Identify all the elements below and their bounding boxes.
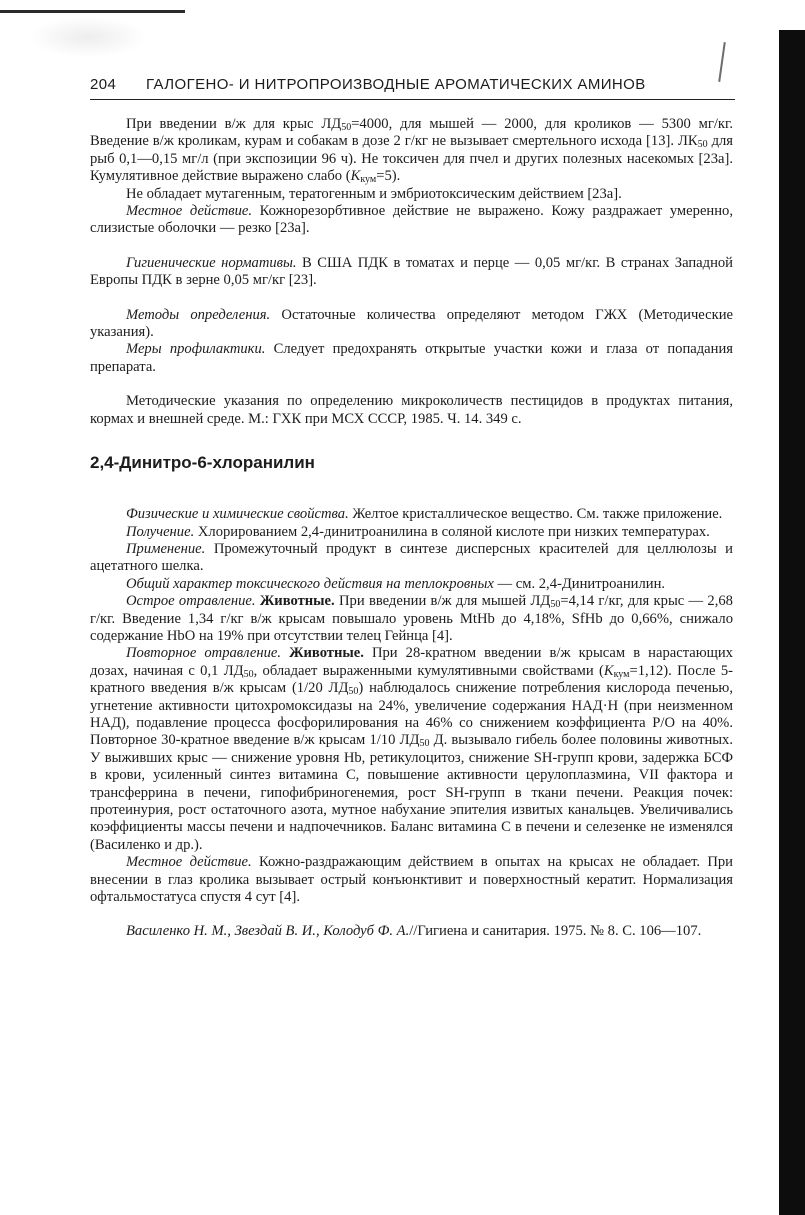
paragraph-acute-poisoning: Острое отравление. Животные. При введении в/ж для мышей $ЛД_{50}=4,14$ г/кг, для крыс — 2,68 г/кг. Введение 1,34 г/кг в/ж крысам повышало уровень MtHb до 4,18%, SfHb до 0,66%, снижало содержание HbO на 19% при отсутствии телец Гейнца [4]. <box>90 593 733 644</box>
paragraph-toxicity: При введении в/ж для крыс $ЛД_{50}=4000$, для мышей — 2000, для кроликов — 5300 мг/кг. Введение в/ж кроликам, курам и собакам в дозе 2 г/кг не вызывает смертельного исхода [13]. $ЛК_{50}$ для рыб 0,1—0,15 мг/л (при экспозиции 96 ч). Не токсичен для пчел и других полезных насекомых [23а]. Кумулятивное действие выражено слабо $(K_{кум}=5)$. <box>90 116 733 186</box>
scan-edge-right <box>779 30 805 1215</box>
header-rule <box>90 99 735 100</box>
scan-edge-top <box>0 10 185 13</box>
page-number: 204 <box>90 76 117 93</box>
paragraph-methods: Методы определения. Остаточные количества определяют методом ГЖХ (Методические указания). <box>90 306 733 341</box>
running-title: ГАЛОГЕНО- И НИТРОПРОИЗВОДНЫЕ АРОМАТИЧЕСКИХ АМИНОВ <box>146 76 646 93</box>
reference-citation: Василенко Н. М., Звездай В. И., Колодуб Ф. А.//Гигиена и санитария. 1975. № 8. С. 106—107. <box>126 923 702 940</box>
paragraph-local-action-2: Местное действие. Кожно-раздражающим действием в опытах на крысах не обладает. При внесении в глаз кролика вызывает острый конъюнктивит и поверхностный кератит. Нормализация офтальмостатуса спустя 4 сут [4]. <box>90 854 733 906</box>
paragraph-repeated-poisoning: Повторное отравление. Животные. При 28-кратном введении в/ж крысам в нарастающих дозах, начиная с 0,1 $ЛД_{50}$, обладает выраженными кумулятивными свойствами $(K_{кум}=1,12)$. После 5-кратного введения в/ж крысам (1/20 $ЛД_{50}$) наблюдалось снижение потребления кислорода печенью, угнетение активности цитохромоксидазы на 24%, увеличение содержания НАД·Н (при неизменном НАД), подавление процесса фосфорилирования на 46% со снижением коэффициента P/O на 40%. Повторное 30-кратное введение в/ж крысам 1/10 $ЛД_{50}$ Д. вызывало гибель более половины животных. У выживших крыс — снижение уровня Hb, ретикулоцитоз, снижение SH-групп крови, задержка БСФ в крови, усиленный синтез витамина C, повышение активности церулоплазмина, VII фактора и трансферрина в печени, гипофибриногенемия, рост SH-групп в ткани печени. Реакция почек: протеинурия, рост остаточного азота, мутное набухание эпителия извитых канальцев. Увеличивались коэффициенты массы печени и надпочечников. Баланс витамина C в печени и селезенке не изменялся (Василенко и др.). <box>90 645 734 853</box>
paragraph-toxic-character: Общий характер токсического действия на теплокровных — см. 2,4-Динитроанилин. <box>126 575 666 592</box>
scan-smudge <box>28 16 148 58</box>
paragraph-hygiene-norms: Гигиенические нормативы. В США ПДК в томатах и перце — 0,05 мг/кг. В странах Западной Европы ПДК в зерне 0,05 мг/кг [23]. <box>90 254 733 289</box>
page-body <box>90 116 733 941</box>
paragraph-application: Применение. Промежуточный продукт в синтезе дисперсных красителей для целлюлозы и ацетатного шелка. <box>90 540 733 575</box>
paragraph-production: Получение. Хлорированием 2,4-динитроанилина в соляной кислоте при низких температурах. <box>126 523 710 540</box>
paragraph-mutagenic: Не обладает мутагенным, тератогенным и эмбриотоксическим действием [23а]. <box>126 185 622 202</box>
reference-guidelines: Методические указания по определению микроколичеств пестицидов в продуктах питания, кормах и внешней среде. М.: ГХК при МСХ СССР, 1985. Ч. 14. 349 с. <box>90 393 733 427</box>
page-header <box>90 76 737 98</box>
paragraph-prevention: Меры профилактики. Следует предохранять открытые участки кожи и глаза от попадания препарата. <box>90 341 733 375</box>
paragraph-local-action: Местное действие. Кожнорезорбтивное действие не выражено. Кожу раздражает умеренно, слизистые оболочки — резко [23а]. <box>90 203 733 237</box>
section-title: 2,4-Динитро-6-хлоранилин <box>90 453 315 473</box>
paragraph-properties: Физические и химические свойства. Желтое кристаллическое вещество. См. также приложение. <box>126 506 723 523</box>
